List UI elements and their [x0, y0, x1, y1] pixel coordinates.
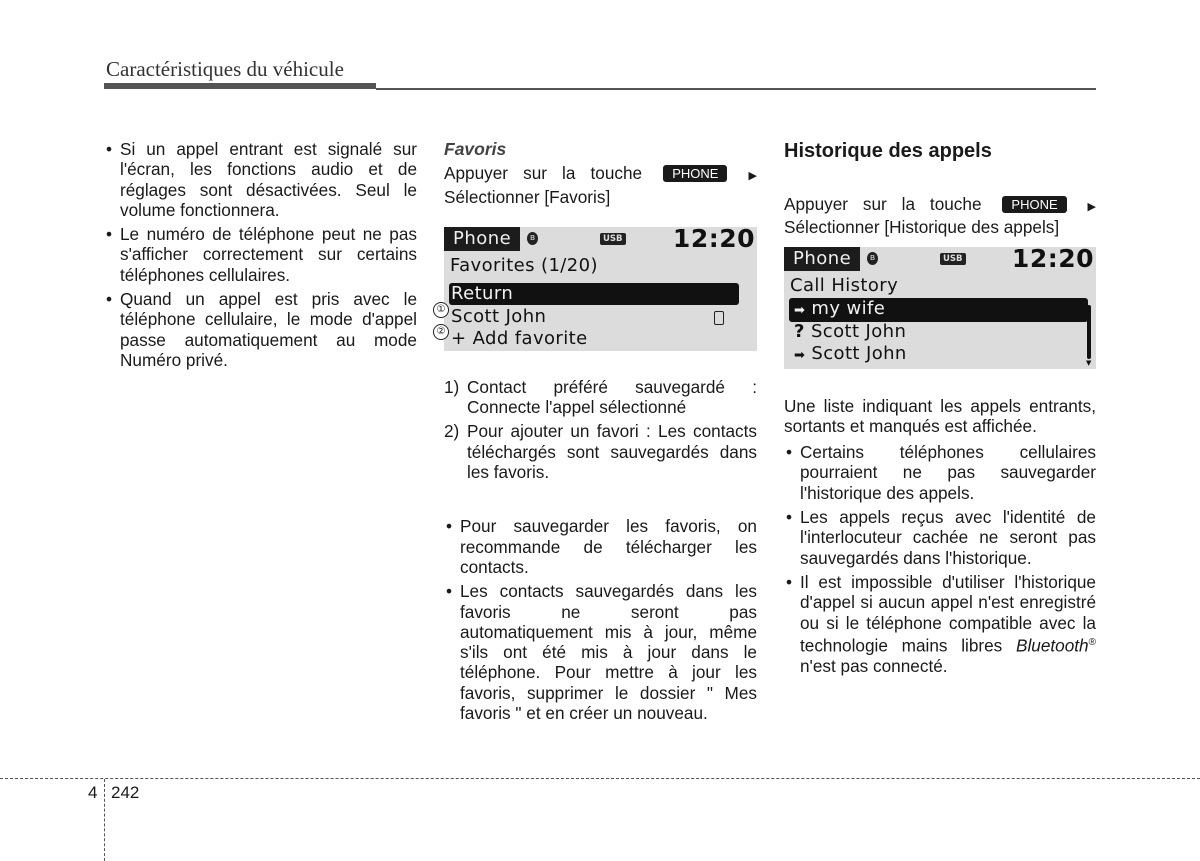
call-history-name: Scott John: [810, 320, 907, 342]
call-history-row[interactable]: [794, 321, 906, 343]
instruction-text: Appuyer sur la touche: [784, 194, 982, 214]
list-item: • Les appels reçus avec l'identité de l'interlocuteur cachée ne seront pas sauvegardés dans l'historique.: [784, 507, 1096, 568]
list-text: Contact préféré sauvegardé : Connecte l'appel sélectionné: [467, 376, 757, 418]
spacer: [444, 351, 757, 377]
usb-icon: USB: [600, 233, 626, 245]
outgoing-call-icon: ➡: [794, 347, 806, 363]
spacer: [784, 369, 1096, 396]
outgoing-call-icon: ➡: [794, 302, 806, 318]
footer-rule: [0, 778, 1200, 779]
favorites-row-add[interactable]: + Add favorite: [451, 327, 588, 349]
favorites-row-contact[interactable]: Scott John: [451, 305, 547, 327]
bluetooth-icon: ʙ: [867, 252, 878, 265]
call-history-bullet-list: [784, 442, 1096, 676]
call-history-instruction: [784, 194, 1096, 217]
list-text: Il est impossible d'utiliser l'historique d'appel si aucun appel n'est enregistré ou si le téléphone compatible avec la technologie mains libres: [800, 571, 1096, 656]
phone-key-badge: PHONE: [663, 165, 727, 182]
status-bar: [784, 247, 1096, 271]
left-bullet-list: [104, 139, 417, 370]
list-number: 1): [444, 376, 460, 397]
footer-vertical-rule: [104, 779, 105, 861]
list-number: 2): [444, 421, 460, 442]
favorites-screen: [444, 227, 757, 351]
list-item: • Si un appel entrant est signalé sur l'écran, les fonctions audio et de réglages sont désactivées. Seul le volume fonctionnera.: [104, 139, 417, 220]
favorites-heading: Favoris: [444, 139, 507, 159]
call-history-description: Une liste indiquant les appels entrants, sortants et manqués est affichée.: [784, 395, 1096, 436]
call-history-column: [784, 139, 1096, 680]
favorites-numbered-list: [444, 377, 757, 482]
call-history-screen: [784, 247, 1096, 369]
usb-icon: USB: [940, 253, 966, 265]
callout-marker: ①: [433, 302, 449, 318]
call-history-heading: Historique des appels: [784, 140, 992, 162]
list-item: • Le numéro de téléphone peut ne pas s'afficher correctement sur certains téléphones cellulaires.: [104, 224, 417, 285]
list-item: • Certains téléphones cellulaires pourraient ne pas sauvegarder l'historique des appels.: [784, 442, 1096, 503]
favorites-instruction: [444, 163, 757, 186]
arrow-right-icon: ▶: [748, 170, 758, 183]
call-history-row[interactable]: [789, 298, 1088, 322]
call-history-instruction-suffix: Sélectionner [Historique des appels]: [784, 217, 1060, 238]
running-header: Caractéristiques du véhicule: [106, 57, 344, 81]
list-item: • Pour sauvegarder les favoris, on recommande de télécharger les contacts.: [444, 516, 757, 577]
header-rule-thick: [104, 83, 376, 89]
favorites-column: [444, 139, 757, 727]
bluetooth-brand-text: Bluetooth: [1015, 635, 1089, 656]
page-number: 242: [111, 783, 140, 802]
list-item: • Quand un appel est pris avec le téléphone cellulaire, le mode d'appel passe automatiquement au mode Numéro privé.: [104, 289, 417, 370]
list-item: [444, 377, 757, 418]
screen-subtitle: Call History: [790, 274, 899, 296]
header-rule-thin: [376, 88, 1096, 90]
left-column: [104, 139, 417, 374]
scrollbar[interactable]: [1087, 305, 1091, 359]
screen-clock: 12:20: [672, 226, 755, 253]
bluetooth-icon: ʙ: [527, 232, 538, 245]
call-history-row[interactable]: [794, 343, 907, 367]
screen-app-title: Phone: [784, 247, 860, 271]
screen-app-title: Phone: [444, 227, 520, 251]
instruction-text: Appuyer sur la touche: [444, 163, 643, 184]
arrow-right-icon: ▶: [1087, 201, 1097, 213]
callout-marker: ②: [433, 324, 449, 340]
favorites-row-return[interactable]: Return: [449, 283, 739, 305]
list-text: n'est pas connecté.: [800, 655, 948, 676]
status-bar: [444, 227, 757, 251]
call-history-name: my wife: [811, 297, 886, 319]
registered-mark: ®: [1088, 636, 1096, 648]
screen-subtitle: Favorites (1/20): [450, 254, 598, 276]
phone-key-badge: PHONE: [1002, 196, 1066, 213]
spacer: [444, 486, 757, 516]
list-item: • Les contacts sauvegardés dans les favoris ne seront pas automatiquement mis à jour, même s'ils ont été mis à jour dans le téléphone. Pour mettre à jour les favoris, supprimer le dossier " Mes favoris " et en créer un nouveau.: [444, 581, 757, 723]
mobile-phone-icon: [714, 311, 724, 325]
favorites-bullet-list: [444, 516, 757, 723]
missed-call-icon: ?: [794, 320, 805, 342]
favorites-instruction-suffix: Sélectionner [Favoris]: [444, 186, 611, 207]
screen-clock: 12:20: [1011, 246, 1094, 273]
list-item: [784, 572, 1096, 676]
chapter-number: 4: [88, 783, 98, 802]
list-item: [444, 421, 757, 482]
call-history-name: Scott John: [811, 342, 907, 364]
list-text: Pour ajouter un favori : Les contacts téléchargés sont sauvegardés dans les favoris.: [467, 421, 757, 483]
scroll-down-arrow-icon[interactable]: ▼: [1086, 358, 1092, 367]
